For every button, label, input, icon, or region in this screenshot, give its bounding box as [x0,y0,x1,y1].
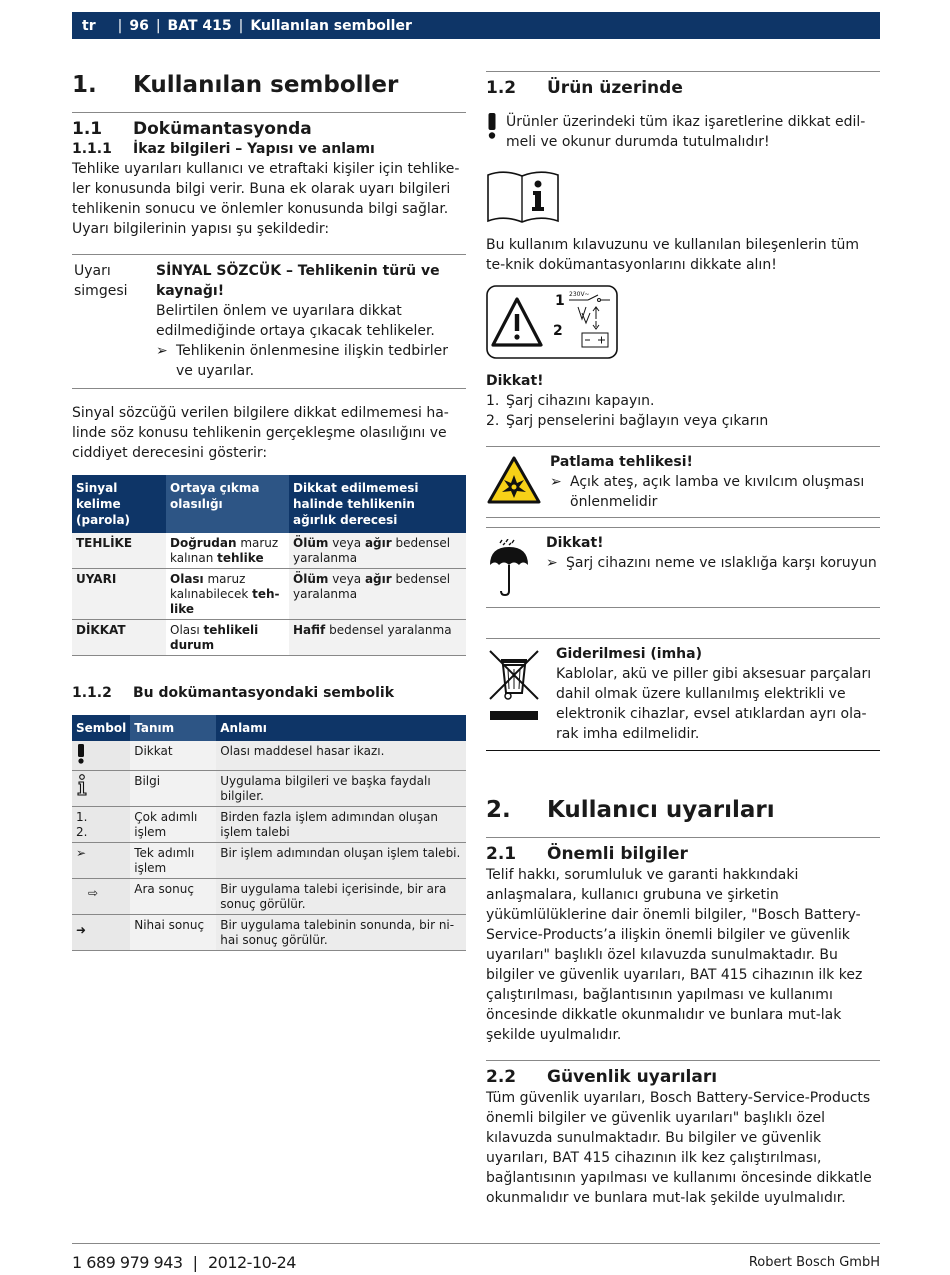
column-header: Sinyal kelime (parola) [72,475,166,533]
table-row: 1. 2. Çok adımlı işlem Birden fazla işlem adımından oluşan işlem talebi [72,807,466,843]
page-header: tr | 96 | BAT 415 | Kullanılan semboller [72,12,880,39]
exclamation-icon [76,753,86,767]
divider [486,71,880,72]
step-number: 2 [553,323,563,339]
section-1-heading: 1. Kullanılan semboller [72,72,399,98]
arrow-icon: ➢ [156,343,168,359]
arrow-icon: ➢ [550,474,562,490]
warning-structure-box [72,254,466,389]
header-language: tr [82,17,96,34]
section-2-1-heading: 2.1 Önemli bilgiler [486,844,688,864]
book-info-icon [486,167,880,229]
list-item: 1. Şarj cihazını kapayın. [486,393,655,409]
section-2-heading: 2. Kullanıcı uyarıları [486,797,775,823]
list-item: 2. Şarj penselerini bağlayın veya çıkarın [486,413,769,429]
table-row: ➢ Tek adımlı işlem Bir işlem adımından oluşan işlem talebi. [72,843,466,879]
explosion-icon [486,452,550,509]
company-name: Robert Bosch GmbH [748,1255,880,1270]
explosion-warning: Patlama tehlikesi! ➢ Açık ateş, açık lamba ve kıvılcım oluşması önlenmelidir [486,446,880,518]
document-number: 1 689 979 943 [72,1253,183,1272]
divider [486,837,880,838]
section-1-1-1-heading: 1.1.1 İkaz bilgileri – Yapısı ve anlamı [72,141,375,157]
section-1-2-heading: 1.2 Ürün üzerinde [486,78,683,98]
divider [486,1060,880,1061]
column-header: Ortaya çıkma olasılığı [166,475,289,533]
header-section: Kullanılan semboller [250,17,412,34]
column-header: Sembol [72,715,130,741]
manual-note-text: Bu kullanım kılavuzunu ve kullanılan bileşenlerin tüm te-knik dokümantasyonlarını dikkate alın! [486,237,860,273]
table-row: Dikkat Olası maddesel hasar ikazı. [72,741,466,771]
table-header-row [72,715,466,741]
symbol-table [72,715,466,951]
warning-symbol-label: Uyarı simgesi [74,263,128,299]
table-row: UYARI Olası maruz kalınabilecek teh-like Ölüm veya ağır bedensel yaralanma [72,569,466,620]
moisture-warning: Dikkat! ➢ Şarj cihazını neme ve ıslaklığa karşı koruyun [486,527,880,608]
measure-bullet: ➢ Tehlikenin önlenmesine ilişkin tedbirler ve uyarılar. [156,343,448,379]
danger-consequence-text: Belirtilen önlem ve uyarılara dikkat edilmediğinde ortaya çıkacak tehlikeler. [156,303,435,339]
table-row: ⇨ Ara sonuç Bir uygulama talebi içerisinde, bir ara sonuç görülür. [72,879,466,915]
signal-word-heading: SİNYAL SÖZCÜK – Tehlikenin türü ve kaynağı! [156,263,440,299]
device-label-icon [486,285,880,363]
safety-info-text: Tüm güvenlik uyarıları, Bosch Battery-Service-Products önemli bilgiler ve güvenlik uyarıları" başlıklı özel kılavuzda sunulmaktadır. Bu bilgiler ve güvenlik uyarıları, BAT 415 cihazının ilk kez çalıştırılması, bağlantısının yapılması ve kullanımı öncesinde dikkatle okunmalıdır ve bunlara mut-lak şekilde uyulmalıdır. [486,1090,872,1206]
exclamation-icon [486,112,506,143]
important-info-text: Telif hakkı, sorumluluk ve garanti hakkındaki anlaşmalara, kullanıcı grubuna ve şirketin yükümlülüklerine dair önemli bilgiler, "Bosch Battery-Service-Products’a ilişkin önemli bilgiler ve güvenlik uyarıları" başlıklı özel kılavuzda sunulmaktadır. Bu bilgiler ve güvenlik uyarıları, BAT 415 cihazının ilk kez çalıştırılması, bağlantısının yapılması ve kullanımı öncesinde dikkatle okunmalıdır ve bunlara mut-lak şekilde uyulmalıdır. [486,867,863,1043]
step-number: 1 [555,293,565,309]
intermediate-result-icon: ⇨ [72,879,130,915]
signal-word-text: Sinyal sözcüğü verilen bilgilere dikkat edilmemesi ha-linde söz konusu tehlikenin gerçekleşme olasılığını ve ciddiyet derecesini gösterir: [72,405,449,461]
table-row: Bilgi Uygulama bilgileri ve başka faydalı bilgiler. [72,771,466,807]
section-1-1-heading: 1.1 Dokümantasyonda [72,119,312,139]
single-step-icon: ➢ [72,843,130,879]
header-product: BAT 415 [167,17,232,34]
left-column [72,68,466,951]
dikkat-title: Dikkat! [486,373,544,389]
umbrella-icon [486,533,546,601]
table-row: DİKKAT Olası tehlikeli durum Hafif bedensel yaralanma [72,620,466,656]
info-icon [76,785,88,799]
section-1-1-2-heading: 1.1.2 Bu dokümantasyondaki sembolik [72,685,395,701]
table-row: ➜ Nihai sonuç Bir uygulama talebinin sonunda, bir ni-hai sonuç görülür. [72,915,466,951]
arrow-icon: ➢ [546,555,558,571]
warning-intro-text: Tehlike uyarıları kullanıcı ve etraftaki kişiler için tehlike-ler konusunda bilgi verir. Buna ek olarak uyarı bilgileri tehlikenin sonucu ve önlemler konusunda bilgi sağlar. Uyarı bilgilerinin yapısı şu şekildedir: [72,161,460,237]
product-warning: Ürünler üzerindeki tüm ikaz işaretlerine dikkat edil-meli ve okunur durumda tutulmalıdır! [486,112,880,152]
page-footer: 1 689 979 943 | 2012-10-24 Robert Bosch GmbH [72,1243,880,1272]
column-header: Anlamı [216,715,466,741]
table-header-row [72,475,466,533]
signal-word-table [72,475,466,656]
table-row: TEHLİKE Doğrudan maruz kalınan tehlike Ölüm veya ağır bedensel yaralanma [72,533,466,569]
right-column [486,68,880,1208]
document-date: 2012-10-24 [207,1253,296,1272]
divider [72,112,466,113]
multi-step-symbol: 1. 2. [72,807,130,843]
column-header: Dikkat edilmemesi halinde tehlikenin ağırlık derecesi [289,475,466,533]
voltage-label: 230V~ [569,291,590,298]
section-2-2-heading: 2.2 Güvenlik uyarıları [486,1067,718,1087]
final-result-icon: ➜ [72,915,130,951]
column-header: Tanım [130,715,216,741]
disposal-note: Giderilmesi (imha) Kablolar, akü ve piller gibi aksesuar parçaları dahil olmak üzere kullanılmış elektrikli ve elektronik cihazlar, evsel atıklardan ayrı ola-rak imha edilmelidir. [486,638,880,751]
header-page-number: 96 [129,17,149,34]
weee-bin-icon [486,644,556,727]
